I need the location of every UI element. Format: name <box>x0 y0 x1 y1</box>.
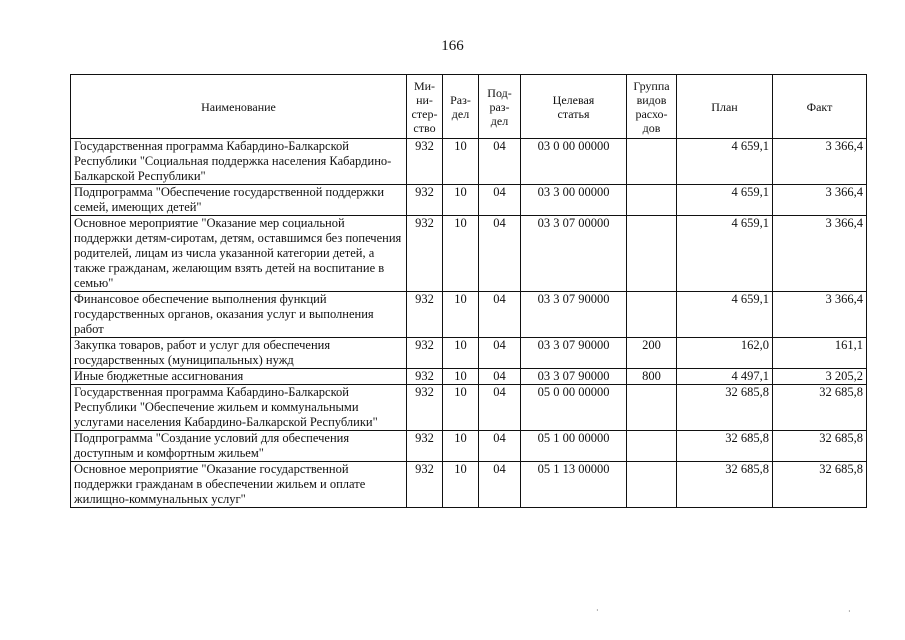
cell-target-item: 05 0 00 00000 <box>521 385 627 431</box>
cell-ministry: 932 <box>407 385 443 431</box>
cell-fact: 3 205,2 <box>773 369 867 385</box>
header-section: Раз- дел <box>443 75 479 139</box>
cell-name: Государственная программа Кабардино-Балкарской Республики "Обеспечение жильем и коммунальными услугами населения Кабардино-Балкарской Республики" <box>71 385 407 431</box>
scan-speck: · <box>848 607 851 616</box>
cell-name: Финансовое обеспечение выполнения функций государственных органов, оказания услуг и выполнения работ <box>71 292 407 338</box>
cell-subsection: 04 <box>479 385 521 431</box>
cell-target-item: 03 3 07 90000 <box>521 292 627 338</box>
cell-expense-group: 800 <box>627 369 677 385</box>
cell-plan: 32 685,8 <box>677 385 773 431</box>
cell-fact: 3 366,4 <box>773 185 867 216</box>
cell-name: Закупка товаров, работ и услуг для обеспечения государственных (муниципальных) нужд <box>71 338 407 369</box>
header-fact: Факт <box>773 75 867 139</box>
header-target-item: Целевая статья <box>521 75 627 139</box>
cell-plan: 4 659,1 <box>677 292 773 338</box>
cell-subsection: 04 <box>479 462 521 508</box>
cell-section: 10 <box>443 462 479 508</box>
table-row <box>71 216 867 292</box>
cell-fact: 32 685,8 <box>773 385 867 431</box>
cell-subsection: 04 <box>479 369 521 385</box>
cell-section: 10 <box>443 185 479 216</box>
cell-fact: 3 366,4 <box>773 139 867 185</box>
cell-expense-group <box>627 216 677 292</box>
cell-name: Иные бюджетные ассигнования <box>71 369 407 385</box>
cell-plan: 4 659,1 <box>677 139 773 185</box>
cell-name: Государственная программа Кабардино-Балкарской Республики "Социальная поддержка населения Кабардино-Балкарской Республики" <box>71 139 407 185</box>
cell-expense-group <box>627 185 677 216</box>
budget-table <box>70 74 867 508</box>
cell-subsection: 04 <box>479 292 521 338</box>
cell-section: 10 <box>443 369 479 385</box>
cell-plan: 4 659,1 <box>677 185 773 216</box>
cell-ministry: 932 <box>407 292 443 338</box>
header-plan: План <box>677 75 773 139</box>
cell-fact: 3 366,4 <box>773 292 867 338</box>
cell-target-item: 03 3 07 90000 <box>521 369 627 385</box>
cell-section: 10 <box>443 431 479 462</box>
cell-expense-group <box>627 139 677 185</box>
cell-plan: 32 685,8 <box>677 431 773 462</box>
cell-section: 10 <box>443 216 479 292</box>
cell-target-item: 03 3 07 00000 <box>521 216 627 292</box>
cell-fact: 32 685,8 <box>773 462 867 508</box>
cell-subsection: 04 <box>479 139 521 185</box>
cell-section: 10 <box>443 292 479 338</box>
cell-plan: 4 497,1 <box>677 369 773 385</box>
cell-subsection: 04 <box>479 338 521 369</box>
cell-name: Основное мероприятие "Оказание мер социальной поддержки детям-сиротам, детям, оставшимся без попечения родителей, лицам из числа указанной категории детей, а также гражданам, желающим взять детей на воспитание в семью" <box>71 216 407 292</box>
cell-ministry: 932 <box>407 462 443 508</box>
cell-fact: 3 366,4 <box>773 216 867 292</box>
table-row <box>71 185 867 216</box>
cell-target-item: 05 1 13 00000 <box>521 462 627 508</box>
cell-target-item: 03 0 00 00000 <box>521 139 627 185</box>
table-row <box>71 431 867 462</box>
table-row <box>71 385 867 431</box>
header-name: Наименование <box>71 75 407 139</box>
cell-ministry: 932 <box>407 216 443 292</box>
cell-plan: 32 685,8 <box>677 462 773 508</box>
cell-subsection: 04 <box>479 185 521 216</box>
cell-target-item: 03 3 00 00000 <box>521 185 627 216</box>
table-row <box>71 462 867 508</box>
cell-subsection: 04 <box>479 431 521 462</box>
cell-name: Подпрограмма "Создание условий для обеспечения доступным и комфортным жильем" <box>71 431 407 462</box>
cell-expense-group: 200 <box>627 338 677 369</box>
cell-fact: 32 685,8 <box>773 431 867 462</box>
table-row <box>71 292 867 338</box>
cell-target-item: 03 3 07 90000 <box>521 338 627 369</box>
cell-fact: 161,1 <box>773 338 867 369</box>
header-subsection: Под- раз- дел <box>479 75 521 139</box>
table-row <box>71 338 867 369</box>
cell-section: 10 <box>443 338 479 369</box>
cell-ministry: 932 <box>407 431 443 462</box>
cell-expense-group <box>627 462 677 508</box>
table-row <box>71 369 867 385</box>
cell-expense-group <box>627 385 677 431</box>
cell-section: 10 <box>443 139 479 185</box>
cell-ministry: 932 <box>407 185 443 216</box>
cell-ministry: 932 <box>407 338 443 369</box>
cell-ministry: 932 <box>407 369 443 385</box>
header-expense-group: Группа видов расхо- дов <box>627 75 677 139</box>
cell-plan: 162,0 <box>677 338 773 369</box>
cell-target-item: 05 1 00 00000 <box>521 431 627 462</box>
cell-section: 10 <box>443 385 479 431</box>
cell-subsection: 04 <box>479 216 521 292</box>
header-ministry: Ми- ни- стер- ство <box>407 75 443 139</box>
cell-expense-group <box>627 431 677 462</box>
table-header-row <box>71 75 867 139</box>
cell-name: Подпрограмма "Обеспечение государственной поддержки семей, имеющих детей" <box>71 185 407 216</box>
cell-name: Основное мероприятие "Оказание государственной поддержки гражданам в обеспечении жильем и оплате жилищно-коммунальных услуг" <box>71 462 407 508</box>
table-row <box>71 139 867 185</box>
cell-ministry: 932 <box>407 139 443 185</box>
cell-expense-group <box>627 292 677 338</box>
page-number: 166 <box>441 38 464 54</box>
cell-plan: 4 659,1 <box>677 216 773 292</box>
scan-speck: · <box>596 606 599 615</box>
